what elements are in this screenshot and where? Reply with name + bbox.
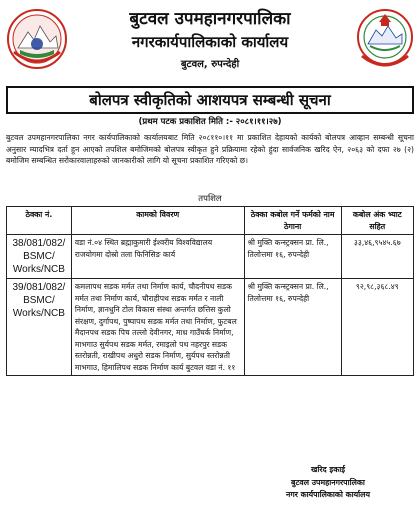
office-name: नगरकार्यपालिकाको कार्यालय [131,33,289,51]
work-description: वडा नं.०४ स्थित ब्रह्माकुमारी ईश्वरीय विश्वविद्यालय राजयोगमा दोस्रो तला फिनिसिङ कार्य [71,235,244,279]
organization-name: बुटवल उपमहानगरपालिका [129,9,291,29]
work-description: कमलापथ सडक मर्मत तथा निर्माण कार्य, चौदनीपथ सडक मर्मत तथा निर्माण कार्य, चौराहीपथ सडक मर्मत र नाली निर्माण, ज्ञानधुनि टोल विकास संस्था अन्तर्गत छत्तिस कुलो संरक्षण, दुर्गापथ, पुष्पापथ सडक मर्मत तथा निर्माण, फुटबल मैदानपथ सडक पिच तल्लो देवीनगर, माथ्र गाउँघर्क निर्माण, माभगाउ सुर्यपथ सडक मर्मत, रमाइलो पथ नहरपुर सडक स्तरोन्नती, राखीपथ अधुरो सडक निर्माण, सुर्यपथ स्तरोन्नती माभगाउ, हिमालिपथ सडक निर्माण कार्य बुटवल वडा नं. ११ [71,279,244,376]
contract-no: 39/081/082/ BSMC/ Works/NCB [7,279,72,376]
header-firm: ठेक्का कबोल गर्ने फर्मको नाम ठेगाना [244,207,341,235]
table-row [7,279,414,376]
notice-title: बोलपत्र स्वीकृतिको आशयपत्र सम्बन्धी सूचना [6,86,414,114]
table-row [7,235,414,279]
table-header-row [7,207,414,235]
bid-amount: ९२,९८,३६८.४९ [341,279,413,376]
header-contract-no: ठेक्का नं. [7,207,72,235]
firm-name: श्री मुक्ति कन्स्ट्रक्सन प्रा. लि., तिलोत्तमा १६, रुपन्देही [244,279,341,376]
bid-amount: ३३,४६,९५४५.६७ [341,235,413,279]
letterhead [0,0,420,86]
notice-body: बुटवल उपमहानगरपालिका नगर कार्यपालिकाको कार्यालयबाट मिति २०८११०।११ मा प्रकाशित देहायको कार्यको बोलपत्र आव्हान सम्बन्धी सूचना अनुसार म्यादभित्र दर्ता हुन आएको तपशिल बमोजिमको बोलपत्र स्वीकृत हुने प्रक्रियामा रहेको हुंदा सार्वजनिक खरिद ऐन, २०६३ को दफा २७ (२) बमोजिम सम्बन्धित सरोकारवालाहरुको जानकारीको लागि यो सूचना प्रकाशित गरिएको छ। [6,133,414,165]
signoff-office: नगर कार्यपालिकाको कार्यालय [286,490,370,499]
contracts-table [6,206,414,376]
contract-no: 38/081/082/ BSMC/ Works/NCB [7,235,72,279]
signoff-block [258,464,398,502]
table-title: तपशिल [198,194,222,204]
header-amount: कबोल अंक भ्याट सहित [341,207,413,235]
office-location: बुटवल, रुपन्देही [180,59,240,70]
publication-date: (प्रथम पटक प्रकाशित मिति :- २०८१।११।२७) [138,117,282,127]
firm-name: श्री मुक्ति कन्स्ट्रक्सन प्रा. लि., तिलोत्तमा १६, रुपन्देही [244,235,341,279]
header-description: कामको विवरण [71,207,244,235]
signoff-unit: खरिद इकाई [310,465,346,474]
signoff-municipality: बुटवल उपमहानगरपालिका [291,477,365,487]
butwal-municipality-seal-icon [356,6,414,72]
